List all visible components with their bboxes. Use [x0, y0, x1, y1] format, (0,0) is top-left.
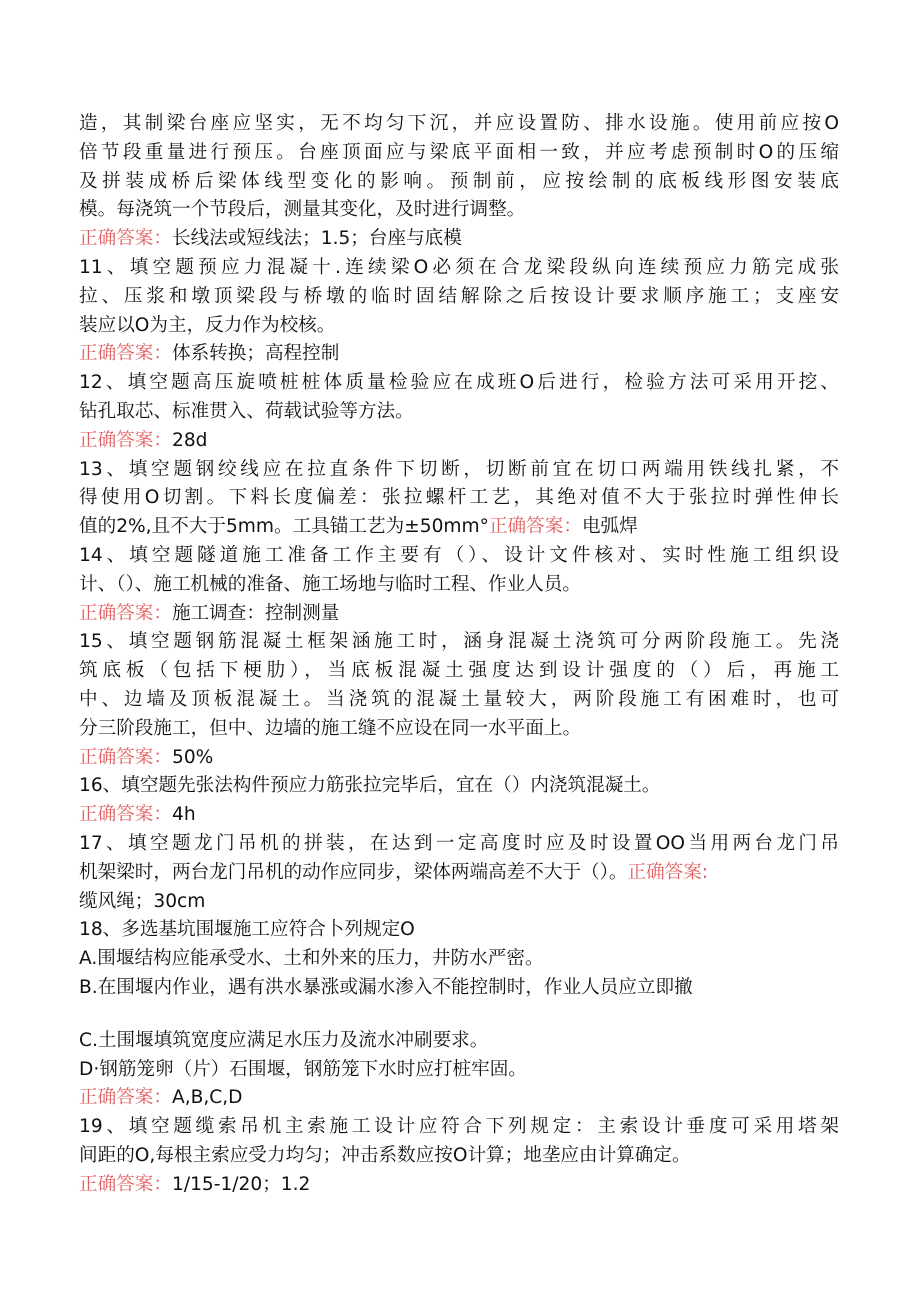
- question-11-line-2: 拉、压浆和墩顶梁段与桥墩的临时固结解除之后按设计要求顺序施工；支座安: [79, 285, 839, 307]
- question-18-option-b: B.在围堰内作业，遇有洪水暴涨或漏水渗入不能控制时，作业人员应立即撤: [79, 976, 693, 998]
- blank-gap: [79, 1003, 839, 1027]
- answer-15: [79, 744, 839, 773]
- answer-16: [79, 801, 839, 830]
- answer-label: 正确答案：: [79, 228, 172, 250]
- answer-11: [79, 340, 839, 369]
- question-18: 18、多选基坑围堰施工应符合卜列规定O: [79, 919, 415, 941]
- question-12-line-2: 钻孔取芯、标准贯入、荷载试验等方法。: [79, 400, 414, 422]
- intro-line-3: 及拼装成桥后梁体线型变化的影响。预制前，应按绘制的底板线形图安装底: [79, 170, 839, 192]
- question-14-line-1: 14、填空题隧道施工准备工作主要有（）、设计文件核对、实时性施工组织设: [79, 544, 839, 566]
- answer-12: [79, 427, 839, 456]
- question-15-line-3: 中、边墙及顶板混凝土。当浇筑的混凝土量较大，两阶段施工有困难时，也可: [79, 688, 839, 710]
- question-18-option-d: D·钢筋笼卵（片）石围堰，钢筋笼下水时应打桩牢固。: [79, 1058, 527, 1080]
- answer-label: 正确答案：: [79, 343, 172, 365]
- answer-value: 4h: [171, 804, 196, 826]
- question-15-line-4: 分三阶段施工，但中、边墙的施工缝不应设在同一水平面上。: [79, 717, 582, 739]
- answer-value: 电弧焊: [581, 516, 638, 538]
- question-15-line-1: 15、填空题钢筋混凝土框架涵施工时，涵身混凝土浇筑可分两阶段施工。先浇: [79, 631, 839, 653]
- answer-value: 施工调查：控制测量: [171, 602, 340, 624]
- intro-line-1: 造，其制梁台座应坚实，无不均匀下沉，并应设置防、排水设施。使用前应按O: [79, 113, 839, 134]
- answer-value: 体系转换；高程控制: [171, 343, 340, 365]
- intro-line-2: 倍节段重量进行预压。台座顶面应与梁底平面相一致，并应考虑预制时O的压缩: [79, 141, 839, 163]
- intro-line-4: 模。每浇筑一个节段后，测量其变化，及时进行调整。: [79, 199, 526, 221]
- question-19-line-1: 19、填空题缆索吊机主索施工设计应符合下列规定：主索设计垂度可采用塔架: [79, 1116, 839, 1138]
- answer-label: 正确答案：: [79, 1087, 172, 1109]
- question-15-line-2: 筑底板（包括下梗肋），当底板混凝土强度达到设计强度的（）后，再施工: [79, 660, 839, 682]
- answer-label: 正确答案：: [79, 1173, 172, 1195]
- answer-value: 50%: [171, 746, 214, 768]
- answer-value: 1/15-1/20；1.2: [171, 1173, 311, 1195]
- answer-label: 正确答案：: [79, 429, 172, 451]
- answer-19: [79, 1171, 839, 1200]
- question-13-text: 值的2%,且不大于5mm。工具锚工艺为±50mm°: [79, 516, 489, 538]
- answer-label: 正确答案:: [627, 861, 709, 883]
- answer-value: 28d: [171, 429, 208, 451]
- question-13-line-1: 13、填空题钢绞线应在拉直条件下切断，切断前宜在切口两端用铁线扎紧，不: [79, 458, 839, 480]
- answer-value: A,B,C,D: [171, 1087, 243, 1109]
- question-13-line-2: 得使用O切割。下料长度偏差：张拉螺杆工艺，其绝对值不大于张拉时弹性伸长: [79, 487, 839, 509]
- question-16-line-1: 16、填空题先张法构件预应力筋张拉完毕后，宜在（）内浇筑混凝土。: [79, 775, 661, 797]
- question-12-line-1: 12、填空题高压旋喷桩桩体质量检验应在成班O后进行，检验方法可采用开挖、: [79, 372, 839, 394]
- question-11-line-3: 装应以O为主，反力作为校核。: [79, 314, 336, 336]
- question-18-option-c: C.土围堰填筑宽度应满足水压力及流水冲刷要求。: [79, 1029, 489, 1051]
- question-13-line-3: [79, 513, 839, 542]
- question-17-line-2: [79, 859, 839, 888]
- answer-17: 缆风绳；30cm: [79, 890, 206, 912]
- question-17-line-1: 17、填空题龙门吊机的拼装，在达到一定高度时应及时设置OO当用两台龙门吊: [79, 832, 839, 854]
- answer-14: [79, 600, 839, 629]
- answer-label: 正确答案：: [488, 516, 582, 538]
- document-page: [79, 110, 839, 1199]
- answer-value: 长线法或短线法；1.5；台座与底模: [171, 228, 462, 250]
- question-19-line-2: 间距的O,每根主索应受力均匀；冲击系数应按O计算；地垄应由计算确定。: [79, 1144, 691, 1166]
- answer-label: 正确答案：: [79, 746, 172, 768]
- question-11-line-1: 11、填空题预应力混凝十.连续梁O必须在合龙梁段纵向连续预应力筋完成张: [79, 256, 839, 278]
- answer-18: [79, 1084, 839, 1113]
- question-14-line-2: 计、（）、施工机械的准备、施工场地与临时工程、作业人员。: [79, 573, 582, 595]
- question-17-text: 机架梁时，两台龙门吊机的动作应同步，梁体两端高差不大于（）。: [79, 861, 628, 883]
- answer-label: 正确答案：: [79, 804, 172, 826]
- answer-intro: [79, 225, 839, 254]
- answer-label: 正确答案：: [79, 602, 172, 624]
- question-18-option-a: A.围堰结构应能承受水、土和外来的压力，井防水严密。: [79, 948, 544, 970]
